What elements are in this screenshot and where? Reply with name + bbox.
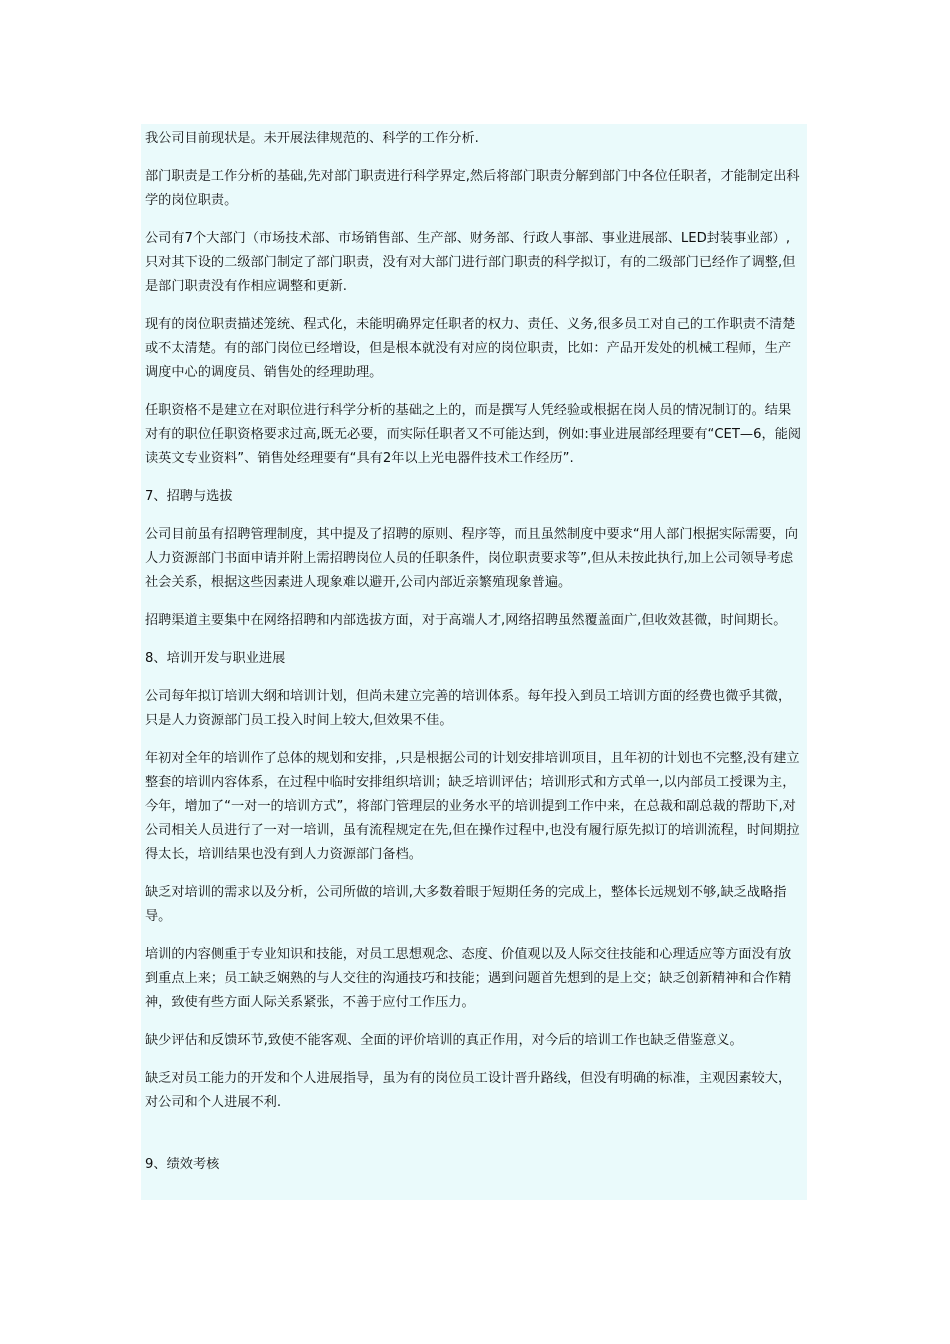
paragraph: 缺乏对员工能力的开发和个人进展指导，虽为有的岗位员工设计晋升路线，但没有明确的标准，主观因素较大，对公司和个人进展不利. — [145, 1071, 792, 1110]
paragraph: 招聘渠道主要集中在网络招聘和内部选拔方面，对于高端人才,网络招聘虽然覆盖面广,但收效甚微，时间期长。 — [145, 613, 787, 628]
paragraph: 我公司目前现状是。未开展法律规范的、科学的工作分析. — [145, 131, 479, 146]
paragraph: 现有的岗位职责描述笼统、程式化，未能明确界定任职者的权力、责任、义务,很多员工对自己的工作职责不清楚或不太清楚。有的部门岗位已经增设，但是根本就没有对应的岗位职责，比如：产品开发处的机械工程师，生产调度中心的调度员、销售处的经理助理。 — [145, 317, 796, 380]
paragraph: 公司有7个大部门（市场技术部、市场销售部、生产部、财务部、行政人事部、事业进展部、LED封装事业部）,只对其下设的二级部门制定了部门职责，没有对大部门进行部门职责的科学拟订，有的二级部门已经作了调整,但是部门职责没有作相应调整和更新. — [145, 231, 796, 294]
paragraph: 部门职责是工作分析的基础,先对部门职责进行科学界定,然后将部门职责分解到部门中各位任职者，才能制定出科学的岗位职责。 — [145, 169, 800, 208]
section-heading: 9、绩效考核 — [145, 1157, 220, 1172]
paragraph: 公司每年拟订培训大纲和培训计划，但尚未建立完善的培训体系。每年投入到员工培训方面的经费也微乎其微，只是人力资源部门员工投入时间上较大,但效果不佳。 — [145, 689, 792, 728]
paragraph: 年初对全年的培训作了总体的规划和安排，,只是根据公司的计划安排培训项目，且年初的计划也不完整,没有建立整套的培训内容体系，在过程中临时安排组织培训；缺乏培训评估；培训形式和方式单一,以内部员工授课为主，今年，增加了“一对一的培训方式”，将部门管理层的业务水平的培训提到工作中来，在总裁和副总裁的帮助下,对公司相关人员进行了一对一培训，虽有流程规定在先,但在操作过程中,也没有履行原先拟订的培训流程，时间期拉得太长，培训结果也没有到人力资源部门备档。 — [145, 751, 800, 862]
paragraph: 公司目前虽有招聘管理制度，其中提及了招聘的原则、程序等，而且虽然制度中要求“用人部门根据实际需要，向人力资源部门书面申请并附上需招聘岗位人员的任职条件，岗位职责要求等”,但从未按此执行,加上公司领导考虑社会关系，根据这些因素进人现象难以避开,公司内部近亲繁殖现象普遍。 — [145, 527, 799, 590]
paragraph: 任职资格不是建立在对职位进行科学分析的基础之上的，而是撰写人凭经验或根据在岗人员的情况制订的。结果对有的职位任职资格要求过高,既无必要，而实际任职者又不可能达到，例如:事业进展部经理要有“CET—6，能阅读英文专业资料”、销售处经理要有“具有2年以上光电器件技术工作经历”. — [145, 403, 802, 466]
paragraph: 缺少评估和反馈环节,致使不能客观、全面的评价培训的真正作用，对今后的培训工作也缺乏借鉴意义。 — [145, 1033, 743, 1048]
paragraph: 缺乏对培训的需求以及分析，公司所做的培训,大多数着眼于短期任务的完成上，整体长远规划不够,缺乏战略指导。 — [145, 885, 787, 924]
document-text-block — [141, 124, 807, 1200]
section-heading: 8、培训开发与职业进展 — [145, 651, 286, 666]
section-heading: 7、招聘与选拔 — [145, 489, 233, 504]
blank-line — [145, 1129, 803, 1153]
paragraph: 培训的内容侧重于专业知识和技能，对员工思想观念、态度、价值观以及人际交往技能和心理适应等方面没有放到重点上来；员工缺乏娴熟的与人交往的沟通技巧和技能；遇到问题首先想到的是上交；缺乏创新精神和合作精神，致使有些方面人际关系紧张，不善于应付工作压力。 — [145, 947, 792, 1010]
